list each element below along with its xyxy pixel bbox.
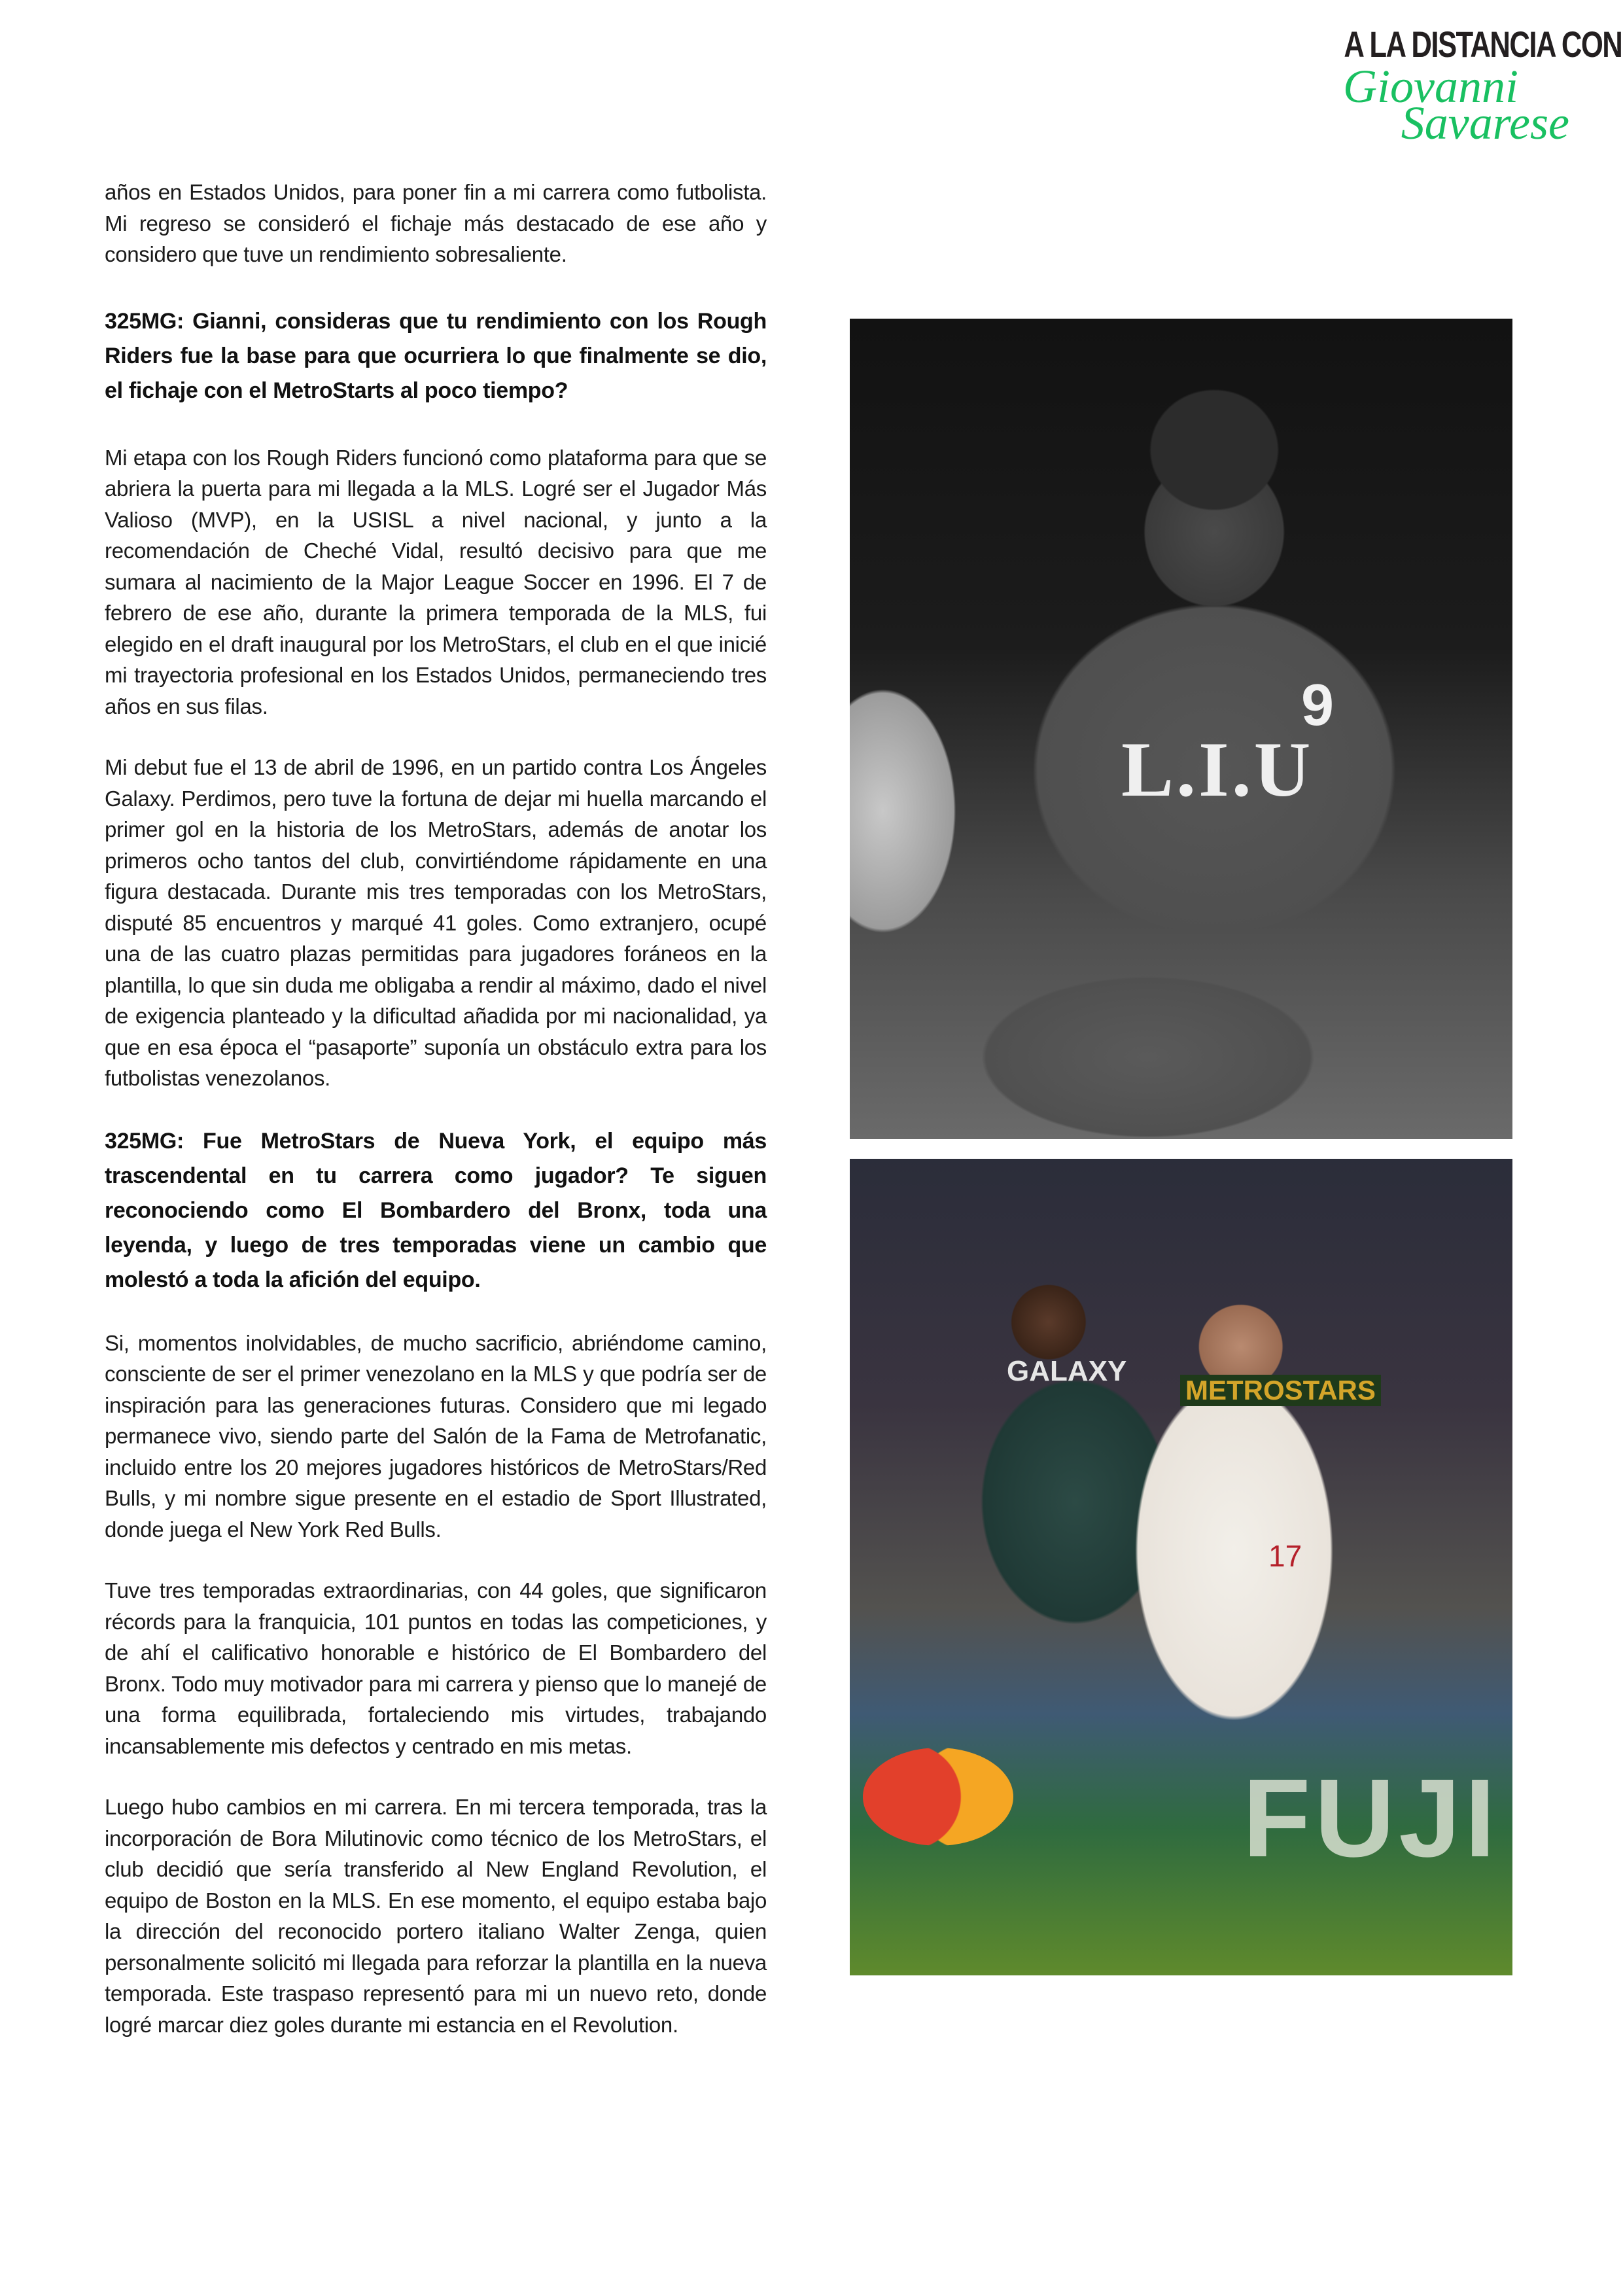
- interview-question-2: 325MG: Fue MetroStars de Nueva York, el equipo más trascendental en tu carrera como jugador? Te siguen reconociendo como El Bombardero del Bronx, toda una leyenda, y luego de tres temporadas viene un cambio que molestó a toda la afición del equipo.: [105, 1128, 767, 1292]
- answer-paragraph: Tuve tres temporadas extraordinarias, con 44 goles, que significaron récords para la franquicia, 101 puntos en todas las competiciones, y de ahí el calificativo honorable e histórico de El Bombardero del Bronx. Todo muy motivador para mi carrera y pienso que lo manejé de una forma equilibrada, fortaleciendo mis virtudes, trabajando incansablemente mis defectos y centrado en mis metas.: [105, 1578, 767, 1758]
- masthead: [1276, 24, 1622, 149]
- answer-paragraph: Luego hubo cambios en mi carrera. En mi tercera temporada, tras la incorporación de Bora Milutinovic como técnico de los MetroStars, el club decidió que sería transferido al New England Revolution, el equipo de Boston en la MLS. En ese momento, el equipo estaba bajo la dirección del reconocido portero italiano Walter Zenga, quien personalmente solicitó mi llegada para reforzar la plantilla en la nueva temporada. Este traspaso representó para mi un nuevo reto, donde logré marcar diez goles durante mi estancia en el Revolution.: [105, 1795, 767, 2037]
- opponent-shirt-text: GALAXY: [1007, 1355, 1127, 1387]
- sponsor-board-text: FUJI: [1242, 1756, 1499, 1881]
- shorts-number: 17: [1268, 1539, 1302, 1573]
- spacer: [105, 408, 767, 442]
- answer-paragraph-intro: años en Estados Unidos, para poner fin a mi carrera como futbolista. Mi regreso se consideró el fichaje más destacado de ese año y considero que tuve un rendimiento sobresaliente.: [105, 180, 767, 266]
- answer-paragraph: Mi etapa con los Rough Riders funcionó como plataforma para que se abriera la puerta para mi llegada a la MLS. Logré ser el Jugador Más Valioso (MVP), en la USISL a nivel nacional, y junto a la recomendación de Cheché Vidal, resultó decisivo para que me sumara al nacimiento de la Major League Soccer en 1996. El 7 de febrero de ese año, durante la primera temporada de la MLS, fui elegido en el draft inaugural por los MetroStars, el club en el que inicié mi trayectoria profesional en los Estados Unidos, permaneciendo tres años en sus filas.: [105, 445, 767, 718]
- spacer: [105, 1761, 767, 1792]
- spacer: [105, 1545, 767, 1575]
- answer-paragraph: Mi debut fue el 13 de abril de 1996, en un partido contra Los Ángeles Galaxy. Perdimos, pero tuve la fortuna de dejar mi huella marcando el primer gol en la historia de los MetroStars, además de anotar los primeros ocho tantos del club, convirtiéndome rápidamente en una figura destacada. Durante mis tres temporadas con los MetroStars, disputé 85 encuentros y marqué 41 goles. Como extranjero, ocupé una de las cuatro plazas permitidas para jugadores foráneos en la plantilla, lo que sin duda me obligaba a rendir al máximo, dado el nivel de exigencia planteado y la dificultad añadida por mi nacionalidad, ya que en esa época el “pasaporte” suponía un obstáculo extra para los futbolistas venezolanos.: [105, 755, 767, 1090]
- spacer: [105, 722, 767, 752]
- masthead-kicker: A LA DISTANCIA CON: [1344, 24, 1622, 65]
- interview-question-1: 325MG: Gianni, consideras que tu rendimiento con los Rough Riders fue la base para que ocurriera lo que finalmente se dio, el fichaje con el MetroStarts al poco tiempo?: [105, 308, 767, 403]
- masthead-name-last: Savarese: [1401, 97, 1569, 149]
- spacer: [105, 1094, 767, 1124]
- sponsor-logo-board: [863, 1748, 1013, 1846]
- photo-metrostars-vs-galaxy: [850, 1159, 1512, 1975]
- jersey-number: 9: [1301, 673, 1335, 738]
- player-shirt-text: METROSTARS: [1180, 1375, 1381, 1406]
- jersey-letters: L.I.U: [1121, 726, 1314, 813]
- answer-paragraph: Si, momentos inolvidables, de mucho sacrificio, abriéndome camino, consciente de ser el primer venezolano en la MLS y que podría ser de inspiración para las generaciones futuras. Considero que mi legado permanece vivo, siendo parte del Salón de la Fama de Metrofanatic, incluido entre los 20 mejores jugadores históricos de MetroStars/Red Bulls, y mi nombre sigue presente en el estadio de Sport Illustrated, donde juega el New York Red Bulls.: [105, 1330, 767, 1542]
- masthead-name-first: Giovanni: [1343, 60, 1518, 113]
- photo-bw-liu-player: [850, 319, 1512, 1139]
- spacer: [105, 1298, 767, 1328]
- spacer: [105, 270, 767, 304]
- article-column: [105, 177, 767, 2040]
